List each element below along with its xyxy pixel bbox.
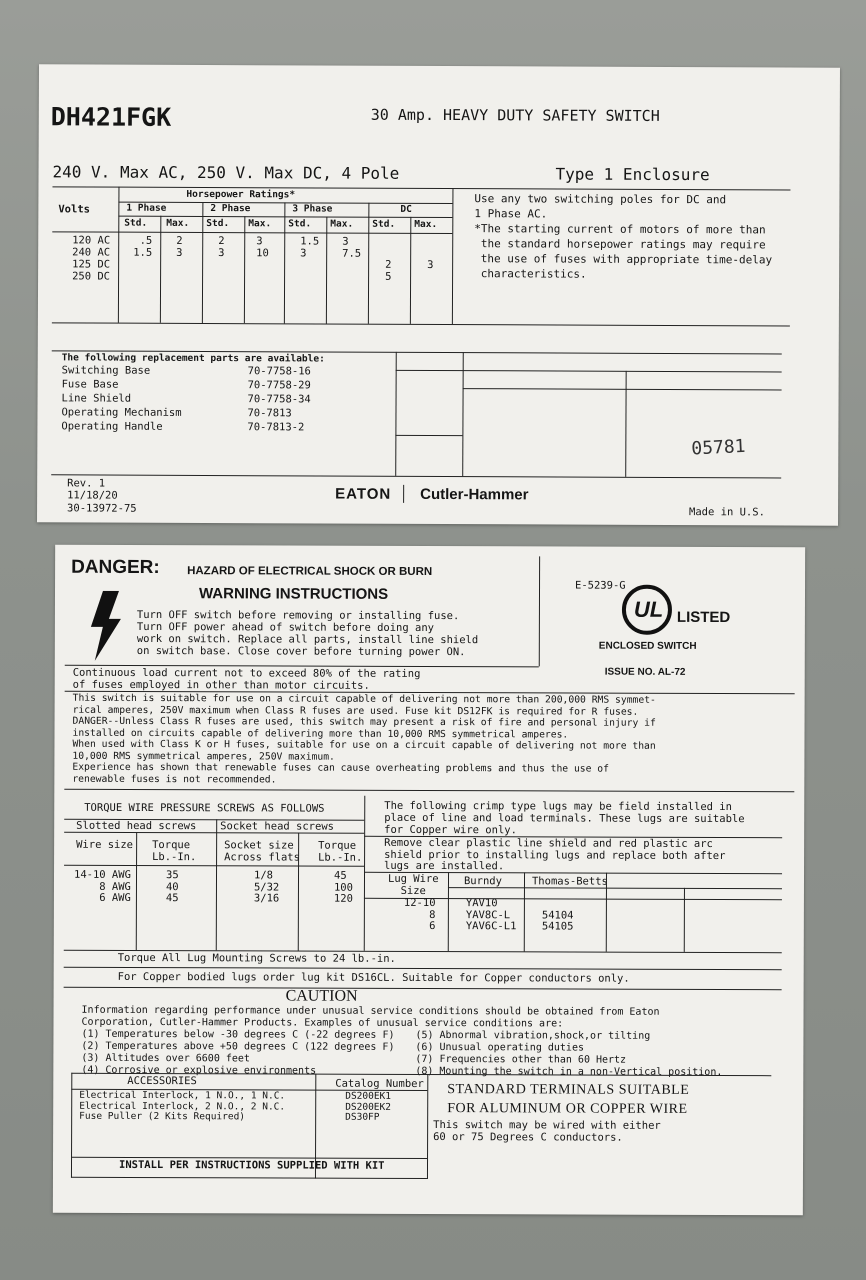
suitability-text: This switch is suitable for use on a circuit capable of delivering not more than 200,000 RMS symmet- rical amperes, 250V maximum when Class R fuses are used. Fuse kit DS12FK is required for R fuses. DANGER--Unless Class R fuses are used, this switch may present a risk of fire and personal injury if installed on circuits capable of delivering more than 10,000 RMS symmetrical amperes. When used with Class K or H fuses, suitable for use on a circuit capable of delivering not more than 10,000 RMS symmetrical amperes, 250V maximum. Experience has shown that renewable fuses can cause overheating problems and thus the use of renewable fuses is not recommended. — [72, 692, 656, 785]
part-name-4: Operating Handle — [61, 420, 163, 433]
sub-h5: Max. — [330, 218, 354, 230]
torque-1-values: 35 40 45 — [165, 869, 179, 905]
part-num-3: 70-7813 — [247, 407, 292, 420]
volts-125dc: 125 DC — [72, 258, 111, 271]
hp-col-0: .5 1.5 — [133, 234, 153, 259]
ul-listed: LISTED — [676, 608, 731, 627]
wire-temperature-text: This switch may be wired with either 60 or 75 Degrees C conductors. — [433, 1119, 661, 1144]
remove-shield-text: Remove clear plastic line shield and red plastic arc shield prior to installing lugs and replace both after lugs are installed. — [384, 836, 726, 873]
wire-sizes: 14-10 AWG 8 AWG 6 AWG — [73, 868, 131, 904]
lug-sizes: 12-10 8 6 — [403, 896, 436, 933]
made-in: Made in U.S. — [689, 506, 765, 519]
catalog-header: Catalog Number — [335, 1077, 424, 1090]
volts-240ac: 240 AC — [72, 246, 111, 259]
warning-label — [53, 545, 805, 1216]
ratings-line: 240 V. Max AC, 250 V. Max DC, 4 Pole — [52, 162, 400, 183]
col-wire-size: Wire size — [76, 838, 134, 851]
col-socket-size: Socket size Across flats — [224, 839, 300, 864]
ul-logo-icon — [622, 585, 672, 635]
hp-notes: Use any two switching poles for DC and 1 Phase AC. *The starting current of motors of more than the standard horsepower ratings may require the use of fuses with appropriate time-delay characteristics. — [474, 192, 773, 281]
warning-title: WARNING INSTRUCTIONS — [198, 585, 389, 603]
issue-number: ISSUE NO. AL-72 — [604, 666, 686, 678]
conditions-left: (1) Temperatures below -30 degrees C (-22 degrees F) (2) Temperatures above +50 degrees C (122 degrees F) (3) Altitudes over 6600 feet (4) Corrosive or explosive environments — [81, 1028, 395, 1077]
part-num-0: 70-7758-16 — [247, 365, 311, 378]
col-torque-2: Torque Lb.-In. — [318, 839, 363, 864]
sub-h2: Std. — [206, 217, 230, 230]
part-num-1: 70-7758-29 — [247, 379, 311, 392]
torque-2-values: 45 100 120 — [333, 869, 353, 905]
lightning-bolt-icon — [89, 591, 123, 661]
rating-label — [37, 64, 840, 525]
hp-col-2: 2 3 — [218, 235, 225, 259]
thomas-betts-header: Thomas-Betts — [531, 875, 608, 888]
socket-header: Socket head screws — [220, 820, 335, 833]
sub-h4: Std. — [288, 218, 312, 230]
ul-mark: UL — [633, 596, 664, 622]
part-name-2: Line Shield — [61, 392, 132, 405]
phase-1: 1 Phase — [126, 202, 167, 214]
danger-heading: DANGER: — [71, 556, 160, 579]
cutler-hammer-logo: Cutler-Hammer — [420, 485, 529, 504]
phase-3: 3 Phase — [292, 203, 333, 215]
crimp-lug-text: The following crimp type lugs may be field installed in place of line and load terminals. These lugs are suitable for Copper wire only. — [384, 799, 745, 837]
standard-terminals: STANDARD TERMINALS SUITABLE FOR ALUMINUM OR COPPER WIRE — [447, 1082, 690, 1117]
part-name-0: Switching Base — [61, 364, 151, 377]
torque-title: TORQUE WIRE PRESSURE SCREWS AS FOLLOWS — [84, 801, 325, 815]
hp-col-3: 3 10 — [256, 235, 269, 259]
parts-header: The following replacement parts are available: — [61, 352, 325, 365]
caution-heading: CAUTION — [285, 987, 358, 1005]
socket-values: 1/8 5/32 3/16 — [253, 869, 280, 905]
burndy-values: YAV10 YAV8C-L YAV6C-L1 — [465, 897, 517, 933]
part-name-1: Fuse Base — [61, 378, 119, 391]
continuous-load: Continuous load current not to exceed 80% of the rating of fuses employed in other than motor circuits. — [72, 666, 421, 692]
hazard-text: HAZARD OF ELECTRICAL SHOCK OR BURN — [187, 565, 433, 579]
file-number: E-5239-G — [575, 579, 626, 592]
sub-h1: Max. — [166, 217, 190, 229]
accessory-items: Electrical Interlock, 1 N.O., 1 N.C. Electrical Interlock, 2 N.O., 2 N.C. Fuse Puller (2 Kits Required) — [79, 1089, 286, 1123]
rev: Rev. 1 — [67, 477, 106, 490]
sub-h6: Std. — [372, 218, 396, 230]
part-num-4: 70-7813-2 — [247, 421, 305, 434]
sub-h0: Std. — [124, 217, 148, 229]
volts-header: Volts — [58, 203, 91, 216]
hp-col-4: 1.5 3 — [300, 235, 320, 259]
accessories-header: ACCESSORIES — [127, 1074, 197, 1088]
sub-h7: Max. — [414, 218, 438, 230]
enclosure-type: Type 1 Enclosure — [555, 164, 710, 185]
enclosed-switch: ENCLOSED SWITCH — [598, 640, 697, 652]
col-torque-1: Torque Lb.-In. — [152, 839, 197, 863]
hp-col-7: 3 — [427, 235, 434, 271]
hp-col-1: 2 3 — [176, 234, 183, 259]
eaton-logo: EATON — [335, 485, 392, 503]
volts-250dc: 250 DC — [72, 270, 111, 283]
part-name-3: Operating Mechanism — [61, 406, 182, 419]
hp-col-5: 3 7.5 — [342, 235, 362, 260]
model-number: DH421FGK — [50, 102, 172, 132]
torque-all-lugs: Torque All Lug Mounting Screws to 24 lb.-in. — [117, 951, 396, 965]
caution-text: Information regarding performance under unusual service conditions should be obtained from Eaton Corporation, Cutler-Hammer Products. Examples of unusual service conditions are: — [81, 1004, 660, 1030]
accessory-catalog-numbers: DS200EK1 DS200EK2 DS30FP — [345, 1090, 392, 1123]
part-num-2: 70-7758-34 — [247, 393, 311, 406]
lug-wire-size-header: Lug Wire Size — [387, 872, 439, 897]
volts-120ac: 120 AC — [72, 234, 111, 247]
hp-header: Horsepower Ratings* — [186, 188, 296, 201]
handwritten-number: 05781 — [690, 435, 746, 460]
phase-2: 2 Phase — [210, 203, 251, 215]
copper-lug-kit: For Copper bodied lugs order lug kit DS16CL. Suitable for Copper conductors only. — [117, 970, 630, 985]
logo-divider — [403, 485, 404, 503]
product-title: 30 Amp. HEAVY DUTY SAFETY SWITCH — [370, 105, 660, 125]
phase-dc: DC — [400, 203, 412, 215]
install-instructions: INSTALL PER INSTRUCTIONS SUPPLIED WITH KIT — [118, 1158, 385, 1172]
rev-date: 11/18/20 — [67, 489, 118, 502]
warning-text: Turn OFF switch before removing or installing fuse. Turn OFF power ahead of switch before doing any work on switch. Replace all parts, install line shield on switch base. Close cover before turning power ON. — [136, 608, 479, 659]
doc-number: 30-13972-75 — [67, 502, 137, 515]
sub-h3: Max. — [248, 218, 272, 230]
slotted-header: Slotted head screws — [76, 819, 197, 833]
thomas-betts-values: 54104 54105 — [541, 897, 574, 933]
conditions-right: (5) Abnormal vibration,shock,or tilting (6) Unusual operating duties (7) Frequencies other than 60 Hertz (8) Mounting the switch in a non-Vertical position. — [415, 1029, 723, 1079]
hp-col-6: 2 5 — [385, 235, 392, 283]
burndy-header: Burndy — [463, 875, 502, 888]
